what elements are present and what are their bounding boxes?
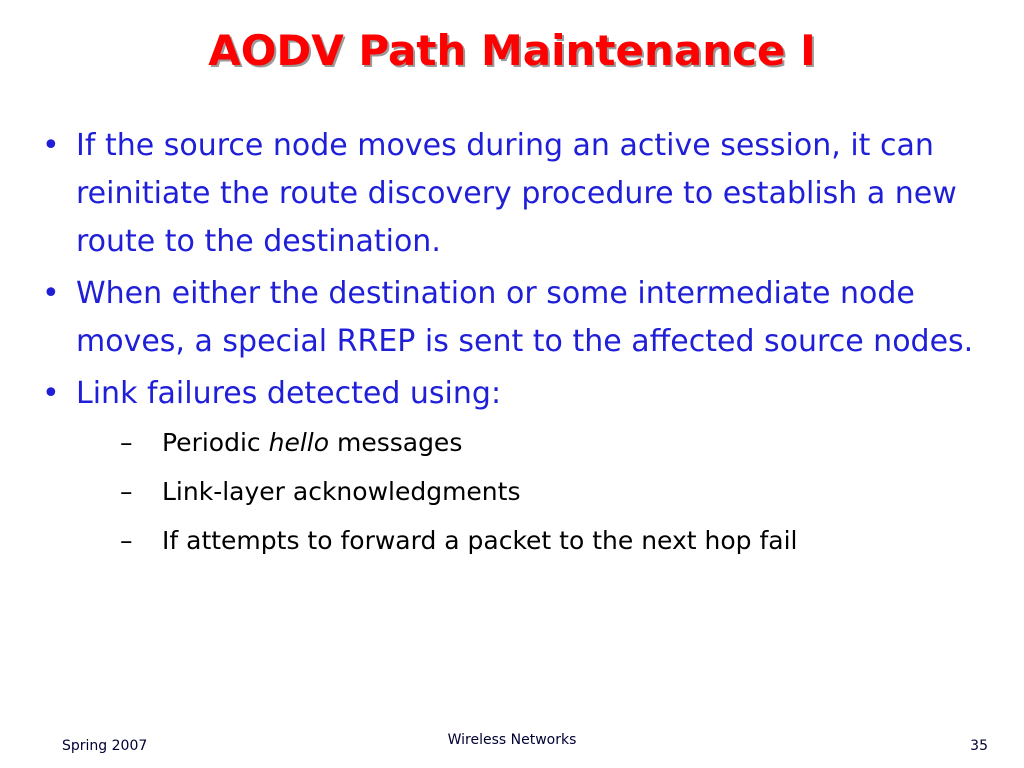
bullet-list	[40, 122, 980, 569]
bullet-item	[40, 122, 980, 266]
sub-bullet-marker: –	[120, 526, 133, 555]
sub-bullet-text: Link-layer acknowledgments	[162, 477, 521, 506]
sub-bullet-text-after: messages	[329, 428, 463, 457]
bullet-text: When either the destination or some intermediate node moves, a special RREP is sent to the affected source nodes.	[76, 276, 974, 359]
sub-bullet-marker: –	[120, 477, 133, 506]
sub-bullet-item	[120, 467, 980, 516]
bullet-item	[40, 270, 980, 366]
footer-date: Spring 2007	[62, 738, 148, 754]
bullet-marker: •	[42, 376, 60, 411]
sub-bullet-marker: –	[120, 428, 133, 457]
bullet-item	[40, 370, 980, 565]
footer-course: Wireless Networks	[447, 732, 577, 748]
sub-bullet-item	[120, 418, 980, 467]
bullet-marker: •	[42, 128, 60, 163]
sub-bullet-emphasis: hello	[268, 428, 330, 457]
footer-page-number: 35	[970, 738, 988, 754]
bullet-marker: •	[42, 276, 60, 311]
sub-bullet-text: If attempts to forward a packet to the next hop fail	[162, 526, 798, 555]
sub-bullet-list	[76, 418, 980, 565]
bullet-text: If the source node moves during an active session, it can reinitiate the route discovery procedure to establish a new route to the destination.	[76, 128, 957, 259]
slide-title: AODV Path Maintenance I	[208, 26, 816, 75]
sub-bullet-text-before: Periodic	[162, 428, 269, 457]
sub-bullet-item	[120, 516, 980, 565]
bullet-text: Link failures detected using:	[76, 376, 502, 411]
